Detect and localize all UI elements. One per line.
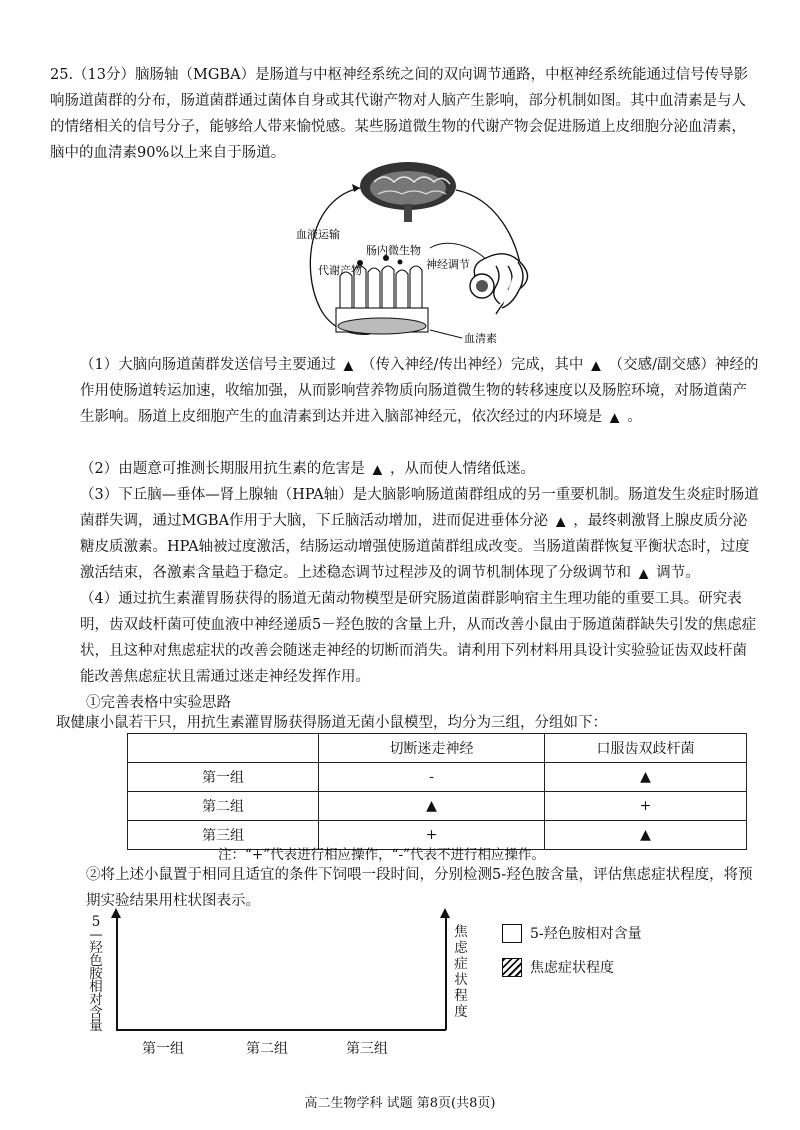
group-label-3: 第三组 — [346, 1041, 388, 1057]
q3-part-b: ，最终刺激肾上腺皮质分泌糖皮质激素。HPA轴被过度激活，结肠运动增强使肠道菌群组成改变。当肠道菌群恢复平衡状态时，过度激活结束，各激素含量趋于稳定。上述稳态调节过程涉及的调节机制体现了分级调节和 — [80, 513, 750, 581]
table-cell: + — [545, 792, 747, 821]
legend-swatch-anxiety — [502, 958, 522, 977]
right-axis-arrow-icon — [440, 908, 450, 918]
q1-part-d: 。 — [627, 409, 642, 425]
group-label-1: 第一组 — [142, 1041, 184, 1057]
q2-part-b: ，从而使人情绪低迷。 — [389, 461, 535, 477]
q1-part-a: （1）大脑向肠道菌群发送信号主要通过 — [80, 357, 336, 373]
table-header-row — [128, 734, 747, 763]
left-axis — [116, 916, 118, 1030]
table-header-cell: 切断迷走神经 — [319, 734, 545, 763]
x-axis — [116, 1029, 446, 1031]
q1-part-b: （传入神经/传出神经）完成，其中 — [360, 357, 584, 373]
label-blood-transport: 血液运输 — [296, 228, 340, 241]
label-serotonin: 血清素 — [464, 332, 497, 345]
answer-blank-1[interactable]: ▲ — [343, 358, 353, 372]
q4-sub1-title: ①完善表格中实验思路 — [86, 695, 231, 711]
q2-part-a: （2）由题意可推测长期服用抗生素的危害是 — [80, 461, 365, 477]
table-header-cell — [128, 734, 319, 763]
q1-part-c: （交感/副交感）神经的作用使肠道转运加速，收缩加强，从而影响营养物质向肠道微生物的转移速度以及肠腔环境，对肠道菌产生影响。肠道上皮细胞产生的血清素到达并进入脑部神经元，依次经过的内环境是 — [80, 357, 759, 425]
label-metabolites: 代谢产物 — [318, 264, 362, 277]
answer-chart[interactable] — [90, 908, 470, 1038]
table-cell: 第二组 — [128, 792, 319, 821]
y-axis-right-label: 焦虑症状程度 — [454, 924, 468, 1020]
table-row — [128, 792, 747, 821]
table-cell: + — [319, 821, 545, 850]
question-intro — [50, 62, 760, 166]
experiment-table — [127, 733, 747, 850]
question-1 — [80, 352, 760, 430]
table-cell: - — [319, 763, 545, 792]
y-axis-left-label: 5—羟色胺相对含量 — [89, 914, 103, 1034]
page-footer: 高二生物学科 试题 第8页(共8页) — [304, 1096, 496, 1111]
legend-swatch-serotonin — [502, 924, 522, 943]
answer-blank-6[interactable]: ▲ — [639, 566, 649, 580]
q3-part-a: （3）下丘脑—垂体—肾上腺轴（HPA轴）是大脑影响肠道菌群组成的另一重要机制。肠道发生炎症时肠道菌群失调，通过MGBA作用于大脑，下丘脑活动增加，进而促进垂体分泌 — [80, 487, 759, 529]
table-cell: 第一组 — [128, 763, 319, 792]
answer-blank-5[interactable]: ▲ — [556, 514, 566, 528]
question-4 — [80, 586, 760, 690]
right-axis — [445, 916, 447, 1030]
table-answer-cell[interactable]: ▲ — [545, 821, 747, 850]
legend-label-serotonin: 5-羟色胺相对含量 — [530, 926, 642, 942]
q4-sub2 — [86, 862, 760, 914]
answer-blank-3[interactable]: ▲ — [610, 410, 620, 424]
table-answer-cell[interactable]: ▲ — [319, 792, 545, 821]
legend-label-anxiety: 焦虑症状程度 — [530, 960, 614, 976]
q4-text: （4）通过抗生素灌胃肠获得的肠道无菌动物模型是研究肠道菌群影响宿主生理功能的重要工具。研究表明，齿双歧杆菌可使血液中神经递质5－羟色胺的含量上升，从而改善小鼠由于肠道菌群缺失引发的焦虑症状，且这种对焦虑症状的改善会随迷走神经的切断而消失。请利用下列材料用具设计实验验证齿双歧杆菌能改善焦虑症状且需通过迷走神经发挥作用。 — [80, 591, 757, 685]
left-axis-arrow-icon — [111, 908, 121, 918]
table-row — [128, 763, 747, 792]
question-2 — [80, 456, 760, 482]
question-intro-text: 25.（13分）脑肠轴（MGBA）是肠道与中枢神经系统之间的双向调节通路，中枢神经系统能通过信号传导影响肠道菌群的分布，肠道菌群通过菌体自身或其代谢产物对人脑产生影响，部分机制如图。其中血清素是与人的情绪相关的信号分子，能够给人带来愉悦感。某些肠道微生物的代谢产物会促进肠道上皮细胞分泌血清素，脑中的血清素90%以上来自于肠道。 — [50, 67, 749, 161]
answer-blank-2[interactable]: ▲ — [591, 358, 601, 372]
q4-sub2-text: ②将上述小鼠置于相同且适宜的条件下饲喂一段时间，分别检测5-羟色胺含量，评估焦虑症状程度，将预期实验结果用柱状图表示。 — [86, 867, 753, 909]
table-header-cell: 口服齿双歧杆菌 — [545, 734, 747, 763]
label-gut-microbes: 肠内微生物 — [366, 244, 421, 257]
question-3 — [80, 482, 760, 586]
group-label-2: 第二组 — [246, 1041, 288, 1057]
q3-part-c: 调节。 — [656, 565, 700, 581]
answer-blank-4[interactable]: ▲ — [372, 462, 382, 476]
table-cell: 第三组 — [128, 821, 319, 850]
table-note: 注：“+”代表进行相应操作，“-”代表不进行相应操作。 — [218, 847, 545, 863]
mgba-diagram — [290, 158, 550, 352]
table-answer-cell[interactable]: ▲ — [545, 763, 747, 792]
q4-sub1-desc-text: 取健康小鼠若干只，用抗生素灌胃肠获得肠道无菌小鼠模型，均分为三组，分组如下： — [56, 715, 607, 731]
label-neural-regulation: 神经调节 — [426, 258, 470, 271]
